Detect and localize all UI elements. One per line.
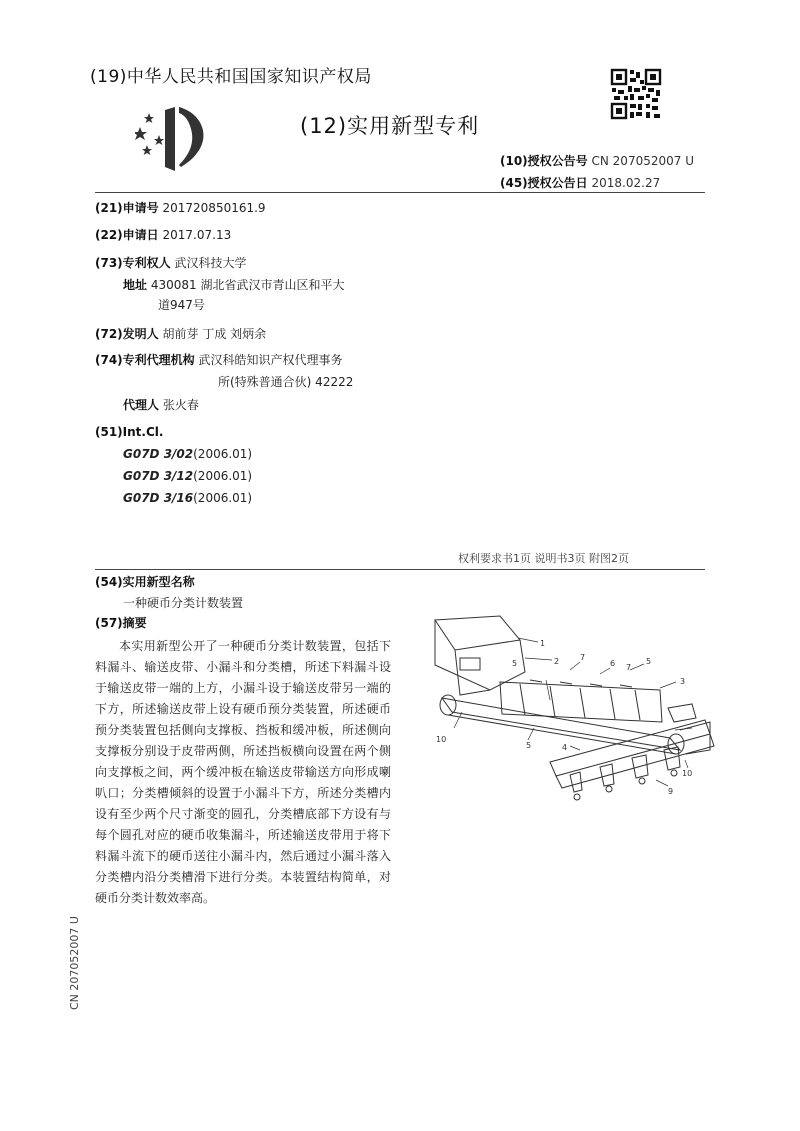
publication-date-label: (45)授权公告日	[500, 176, 588, 190]
figure-label: 3	[680, 677, 686, 686]
title-label: (54)实用新型名称	[95, 575, 195, 589]
ipc-entry: G07D 3/02(2006.01)	[123, 447, 253, 461]
figure-label: 4	[562, 743, 568, 752]
inventors-row	[95, 326, 266, 342]
side-publication-code: CN 207052007 U	[68, 916, 81, 1010]
inventors-label: (72)发明人	[95, 327, 159, 341]
document-type: (12)实用新型专利	[300, 114, 480, 138]
application-number-label: (21)申请号	[95, 201, 159, 215]
figure-label: 7	[580, 653, 586, 662]
figure-label: 6	[610, 659, 616, 668]
agent-row	[123, 397, 199, 413]
publication-number-row	[500, 152, 694, 169]
publication-date: 2018.02.27	[591, 176, 661, 190]
intcl-label: (51)Int.Cl.	[95, 425, 164, 439]
figure-label: 5	[526, 741, 532, 750]
figure-label: 1	[540, 639, 546, 648]
patentee-row	[95, 255, 247, 271]
patentee: 武汉科技大学	[174, 256, 247, 270]
pages-info: 权利要求书1页 说明书3页 附图2页	[458, 552, 629, 565]
sipo-logo	[135, 105, 215, 175]
inventors: 胡前芽 丁成 刘炳余	[162, 327, 267, 341]
ipc-entry: G07D 3/16(2006.01)	[123, 491, 253, 505]
figure-label: 2	[554, 657, 560, 666]
agency-line2: 所(特殊普通合伙) 42222	[218, 375, 354, 389]
filing-date-label: (22)申请日	[95, 228, 159, 242]
address-line1: 430081 湖北省武汉市青山区和平大	[150, 278, 345, 292]
agent-label: 代理人	[123, 398, 160, 412]
publication-date-row	[500, 174, 660, 191]
agency-row	[95, 352, 343, 368]
filing-date: 2017.07.13	[162, 228, 232, 242]
qr-code-icon	[610, 68, 662, 120]
figure-label: 7	[626, 663, 632, 672]
abstract-text: 本实用新型公开了一种硬币分类计数装置，包括下料漏斗、输送皮带、小漏斗和分类槽，所述下料漏斗设于输送皮带一端的上方，小漏斗设于输送皮带另一端的下方，所述输送皮带上设有硬币预分类装置，所述硬币预分类装置包括侧向支撑板、挡板和缓冲板，所述侧向支撑板分别设于皮带两侧，所述挡板横向设置在两个侧向支撑板之间，两个缓冲板在输送皮带输送方向形成喇叭口；分类槽倾斜的设置于小漏斗下方，所述分类槽内设有至少两个尺寸渐变的圆孔，分类槽底部下方设有与每个圆孔对应的硬币收集漏斗，所述输送皮带用于将下料漏斗流下的硬币送往小漏斗内，然后通过小漏斗落入分类槽内沿分类槽滑下进行分类。本装置结构简单，对硬币分类计数效率高。	[95, 639, 391, 905]
header-divider	[95, 192, 705, 193]
section-divider	[95, 569, 705, 570]
abstract-label: (57)摘要	[95, 616, 147, 630]
address-line2: 道947号	[158, 298, 205, 312]
abstract-drawing	[430, 610, 720, 805]
agency-line1: 武汉科皓知识产权代理事务	[198, 353, 343, 367]
figure-label: 5	[646, 657, 652, 666]
figure-label: 10	[436, 735, 447, 744]
figure-label: 9	[668, 787, 674, 796]
address-label: 地址	[123, 278, 148, 292]
office-name: (19)中华人民共和国国家知识产权局	[90, 67, 372, 87]
utility-model-title: 一种硬币分类计数装置	[123, 596, 244, 610]
address-row	[123, 277, 344, 293]
agency-label: (74)专利代理机构	[95, 353, 195, 367]
application-number-row	[95, 200, 266, 216]
figure-label: 5	[512, 659, 518, 668]
patentee-label: (73)专利权人	[95, 256, 171, 270]
application-number: 201720850161.9	[162, 201, 266, 215]
filing-date-row	[95, 227, 231, 243]
agent: 张火春	[162, 398, 199, 412]
publication-number: CN 207052007 U	[591, 154, 694, 168]
publication-number-label: (10)授权公告号	[500, 154, 588, 168]
ipc-entry: G07D 3/12(2006.01)	[123, 469, 253, 483]
figure-label: 10	[682, 769, 693, 778]
